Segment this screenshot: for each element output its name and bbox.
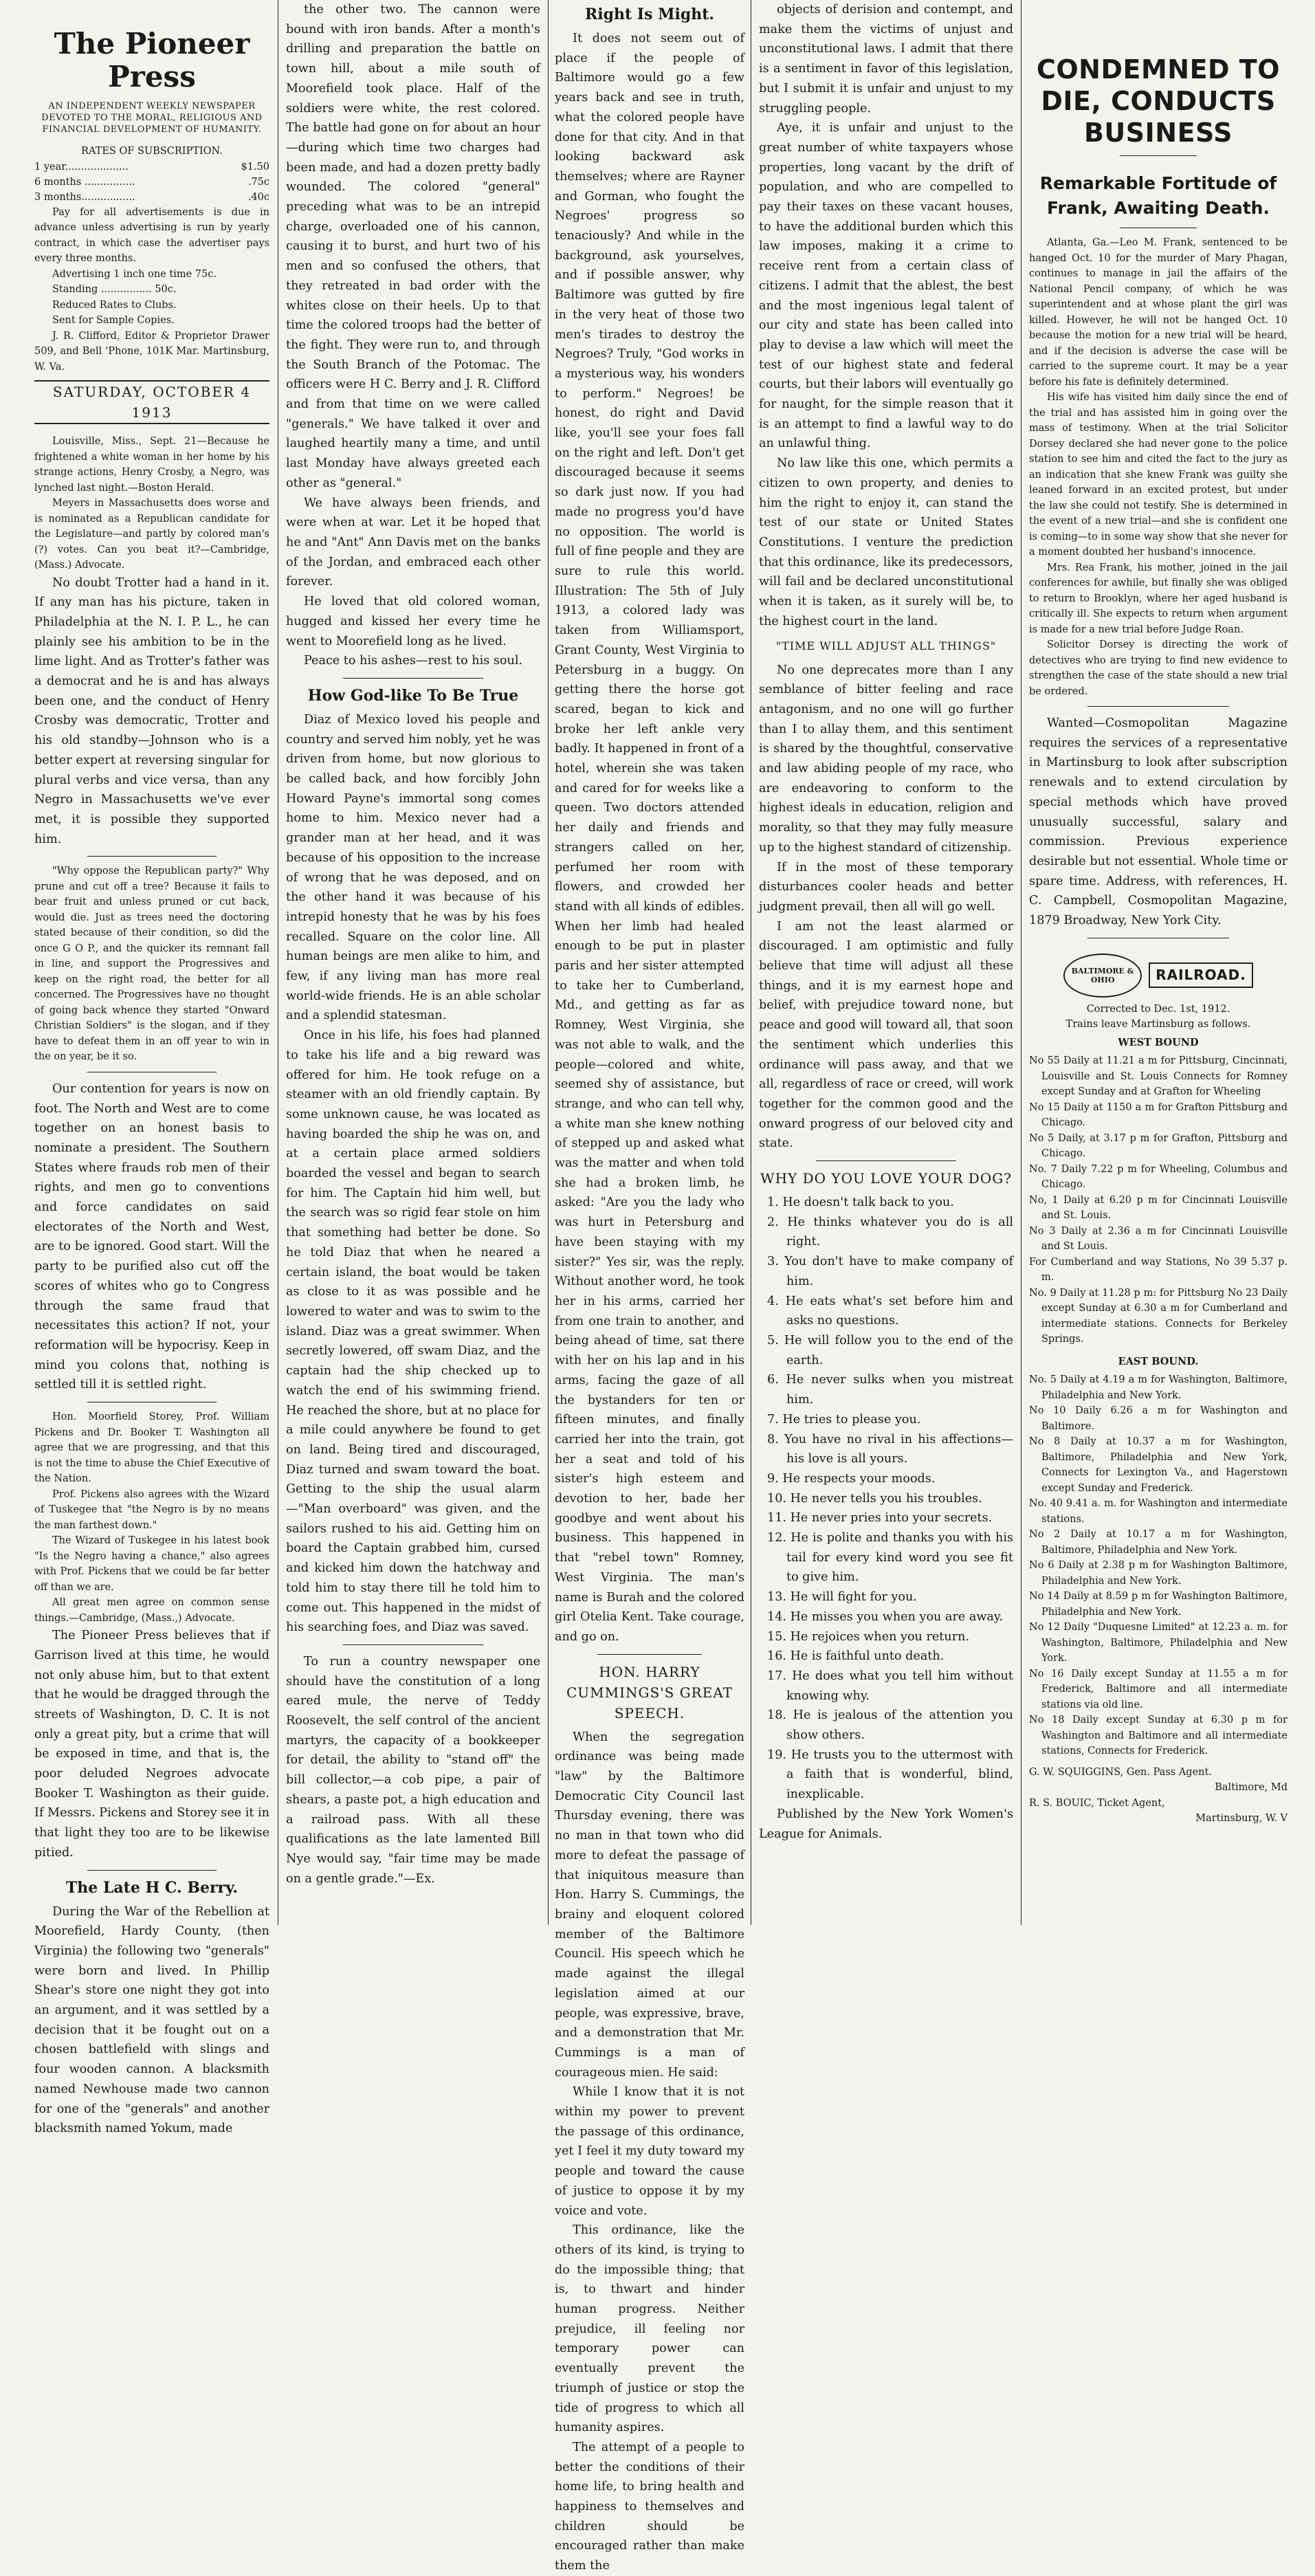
article-title-cummings: HON. HARRY CUMMINGS'S GREAT SPEECH.	[566, 1663, 733, 1721]
schedule-entry: No 3 Daily at 2.36 a m for Cincinnati Louisville and St Louis.	[1029, 1225, 1288, 1253]
article-paragraph: To run a country newspaper one should have the constitution of a long eared mule, the nerve of Teddy Roosevelt, the self control of the ancient martyrs, the capacity of a bookkeeper for detail, the ability to "stand off" the bill collector,—a cob pipe, a pair of shears, a paste pot, a high education and a railroad pass. With all these qualifications as the late lamented Bill Nye would say, "fair time may be made on a gentle grade."—Ex.	[286, 1654, 540, 1886]
rate-label: 6 months ................	[34, 176, 135, 188]
article-paragraph: Mrs. Rea Frank, his mother, joined in the jail conferences for awhile, but finally she was obliged to return to Brooklyn, where her aged husband is critically ill. She expects to return when argument is made for a new trial before Judge Roan.	[1029, 562, 1288, 635]
headline-deck: Remarkable Fortitude of Frank, Awaiting Death.	[1039, 173, 1277, 218]
article-paragraph: During the War of the Rebellion at Moorefield, Hardy County, (then Virginia) the following two "generals" were born and lived. In Phillip Shear's store one night they got into an argument, and it was settled by a decision that it be fought out on a chosen battlefield with slings and four wooden cannon. A blacksmith named Newhouse made two cannon for one of the "generals" and another blacksmith named Yokum, made	[34, 1904, 269, 2136]
separator	[816, 1160, 956, 1161]
article-paragraph: The attempt of a people to better the conditions of their home life, to bring health and happiness to themselves and children should be encouraged rather than make them the	[555, 2440, 744, 2573]
list-item: 7. He tries to please you.	[767, 1412, 921, 1427]
railroad-leave: Trains leave Martinsburg as follows.	[1065, 1019, 1251, 1031]
list-item: 18. He is jealous of the attention you show others.	[767, 1708, 1013, 1743]
column-3	[549, 0, 750, 2573]
news-item: Louisville, Miss., Sept. 21—Because he frightened a white woman in her home by his strange actions, Henry Crosby, a Negro, was lynched last night.—Boston Herald.	[34, 436, 269, 494]
list-item: 1. He doesn't talk back to you.	[767, 1196, 954, 1210]
article-title-berry: The Late H C. Berry.	[65, 1878, 239, 1897]
schedule-entry: No 16 Daily except Sunday at 11.55 a m for Frederick, Baltimore and all intermediate stations via old line.	[1029, 1668, 1288, 1710]
schedule-entry: No 55 Daily at 11.21 a m for Pittsburg, Cincinnati, Louisville and St. Louis Connects for Romney except Sunday and at Grafton for Wheeling	[1029, 1055, 1288, 1098]
article-paragraph: Aye, it is unfair and unjust to the great number of white taxpayers whose properties, long vacant by the drift of population, and who are compelled to pay their taxes on these vacant houses, to have the additional burden which this law imposes, making it a crime to receive rent from a certain class of citizens. I admit that the ablest, the best and the most ingenious legal talent of our city and state has been called into play to devise a law which will meet the test of our highest state and federal courts, but their labors will eventually go for naught, for the simple reason that it is an attempt to find a lawful way to do an unlawful thing.	[759, 121, 1013, 451]
list-item: 3. You don't have to make company of him.	[767, 1255, 1013, 1288]
column-rule	[548, 0, 549, 1925]
list-item: 8. You have no rival in his affections—his love is all yours.	[767, 1432, 1013, 1466]
list-item: 16. He is faithful unto death.	[767, 1649, 944, 1664]
rate-value: .40c	[247, 191, 269, 203]
railroad-corrected: Corrected to Dec. 1st, 1912.	[1086, 1003, 1230, 1015]
signature-location: Baltimore, Md	[1215, 1782, 1288, 1794]
notice: Sent for Sample Copies.	[52, 315, 175, 326]
publisher-notices	[34, 205, 269, 375]
signature-location: Martinsburg, W. V	[1195, 1813, 1288, 1825]
schedule-entry: No, 1 Daily at 6.20 p m for Cincinnati Louisville and St. Louis.	[1029, 1194, 1288, 1222]
rates-title: RATES OF SUBSCRIPTION.	[81, 146, 223, 157]
article-paragraph: No one deprecates more than I any semblance of bitter feeling and race antagonism, and no one will go further than I to allay them, and this sentiment is shared by the thoughtful, conservative and law abiding people of my race, who are endeavoring to conform to the highest ideals in education, religion and morality, so that they may fully measure up to the highest standard of citizenship.	[759, 663, 1013, 855]
list-item: 6. He never sulks when you mistreat him.	[767, 1373, 1013, 1407]
separator	[1087, 706, 1230, 707]
column-5	[1022, 0, 1294, 1925]
separator	[343, 678, 483, 679]
issue-date: SATURDAY, OCTOBER 4 1913	[34, 380, 269, 424]
rate-row	[34, 190, 269, 205]
east-schedule	[1029, 1372, 1288, 1759]
masthead: The Pioneer Press	[54, 27, 250, 93]
list-item: 4. He eats what's set before him and asks no questions.	[767, 1294, 1013, 1328]
rates-table	[34, 159, 269, 205]
west-bound-title: WEST BOUND	[1118, 1036, 1199, 1048]
article-paragraph: When the segregation ordinance was being made "law" by the Baltimore Democratic City Council last Thursday evening, there was no man in that town who did more to defeat the passage of that iniquitous measure than Hon. Harry S. Cummings, the brainy and eloquent colored member of the Baltimore Council. His speech which he made against the illegal legislation aimed at our people, was expressive, brave, and a demonstration that Mr. Cummings is a man of courageous mien. He said:	[555, 1730, 744, 2080]
article-paragraph: It does not seem out of place if the people of Baltimore would go a few years back and see in truth, what the colored people have done for that city. And in that looking backward ask themselves; where are Rayner and Gorman, who fought the Negroes' progress so tenaciously? And while in the background, ask yourselves, and if possible answer, why Baltimore was gutted by fire in the very heat of those two men's tirades to destroy the Negroes? Truly, "God works in a mysterious way, his wonders to perform." Negroes! be honest, do right and David like, you'll see your foes fall on the right and left. Don't get discouraged because it seems so dark just now. If you had made no progress you'd have no opposition. The world is full of fine people and they are sure to rule this world. Illustration: The 5th of July 1913, a colored lady was taken from Williamsport, Grant County, West Virginia to Petersburg in a buggy. On getting there the horse got scared, began to kick and broke her left ankle very badly. It happened in front of a hotel, wherein she was taken and cared for for weeks like a queen. Two doctors attended her daily and friends and strangers called on her, perfumed her room with flowers, and crowded her stand with all kinds of edibles. When her limb had healed enough to be put in plaster paris and her sister attempted to take her to Cumberland, Md., and getting as far as Romney, West Virginia, she was not able to walk, and the people—colored and white, seemed shy of assistance, but strange, and who can tell why, a white man she knew nothing of stepped up and asked what was the matter and when told she had a broken limb, he asked: "Are you the lady who was hurt in Petersburg and have been staying with my sister?" Yes sir, was the reply. Without another word, he took her in his arms, carried her from one train to another, and being ahead of time, sat there with her on his lap and in his arms, facing the gaze of all the bystanders for ten or fifteen minutes, and finally carried her into the train, got her a seat and told of his sister's high esteem and devotion to her, bade her goodbye and went about his business. This happened in that "rebel town" Romney, West Virginia. The man's name is Burah and the colored girl Otelia Kent. Take courage, and go on.	[555, 32, 744, 1644]
notice: Standing ................ 50c.	[52, 284, 177, 295]
separator	[1120, 155, 1197, 156]
article-paragraph: His wife has visited him daily since the end of the trial and has assisted him in going over the mass of testimony. When at the trial Solicitor Dorsey declared she had never gone to the police station to see him and cited the fact to the jury as an indication that she knew Frank was guilty she leaned forward in an excited protest, but under the law she could not testify. She is determined in the event of a new trial—and she is confident one is coming—to in some way show that she never for a moment doubted her husband's innocence.	[1029, 392, 1288, 558]
schedule-entry: No 8 Daily at 10.37 a m for Washington, Baltimore, Philadelphia and New York, Connects for Lexington Va., and Hagerstown except Sunday and Frederick.	[1029, 1436, 1288, 1494]
news-item: Hon. Moorfield Storey, Prof. William Pickens and Dr. Booker T. Washington all agree that we are progressing, and that this is not the time to abuse the Chief Executive of the Nation.	[34, 1411, 269, 1485]
list-item: 12. He is polite and thanks you with his tail for every kind word you see fit to give him.	[767, 1531, 1013, 1585]
notice: J. R. Clifford, Editor & Proprietor Drawer 509, and Bell 'Phone, 101K Mar. Martinsburg, W. Va.	[34, 330, 269, 373]
notice: Reduced Rates to Clubs.	[52, 299, 177, 311]
separator	[597, 1654, 702, 1655]
notice: Advertising 1 inch one time 75c.	[52, 268, 217, 280]
schedule-entry: No. 5 Daily at 4.19 a m for Washington, Baltimore, Philadelphia and New York.	[1029, 1374, 1288, 1401]
editorial-paragraph: "Why oppose the Republican party?" Why prune and cut off a tree? Because it fails to bear fruit and unless pruned or cut back, would die. Just as trees need the doctoring stated because of their condition, so did the once G O P., and the quicker its remnant fall in line, and support the Progressives and keep on the right road, the better for all concerned. The Progressives have no thought of going back whence they started "Onward Christian Soldiers" is the slogan, and if they have to defeat them in an off year to win in the on year, be it so.	[34, 866, 269, 1063]
editorial-paragraph: Our contention for years is now on foot. The North and West are to come together on an honest basis to nominate a president. The Southern States where frauds rob men of their rights, and men go to conventions and force candidates on said electorates of the North and West, are to be ignored. Good start. Will the party to be purified also cut off the scores of whites who go to Congress through the same fraud that necessitates this action? If not, your reformation will be hypocrisy. Keep in mind you colons that, nothing is settled till it is settled right.	[34, 1081, 269, 1392]
article-title-dog: WHY DO YOU LOVE YOUR DOG?	[760, 1170, 1012, 1187]
editorial-paragraph: No doubt Trotter had a hand in it. If any man has his picture, taken in Philadelphia at the N. I. P. L., he can plainly see his ambition to be in the lime light. And as Trotter's father was a democrat and he is and has always been one, and the conduct of Henry Crosby was democratic, Trotter and his old standby—Johnson who is a better expert at reversing singular for plural verbs and vice versa, than any Negro in Massachusetts we've ever met, it is possible they supported him.	[34, 575, 269, 846]
list-item: 5. He will follow you to the end of the earth.	[767, 1334, 1013, 1367]
list-item: 14. He misses you when you are away.	[767, 1609, 1004, 1624]
list-item: 13. He will fight for you.	[767, 1590, 918, 1605]
dog-list	[759, 1193, 1013, 1805]
signature-passenger-agent: G. W. SQUIGGINS, Gen. Pass Agent.	[1029, 1766, 1212, 1778]
article-title-diaz: How God-like To Be True	[307, 686, 519, 705]
editorial-paragraph: The Pioneer Press believes that if Garrison lived at this time, he would not only abuse him, but to that extent that he would be dragged through the streets of Washington, D. C. It is not only a great pity, but a crime that will be exposed in time, and that is, the poor deluded Negroes advocate Booker T. Washington as their guide. If Messrs. Pickens and Storey see it in that light they too are to be likewise pitied.	[34, 1629, 269, 1860]
rate-row	[34, 159, 269, 175]
article-paragraph: This ordinance, like the others of its kind, is trying to do the impossible thing; that is, to thwart and hinder human progress. Neither prejudice, ill feeling nor temporary power can eventually prevent the triumph of justice or stop the tide of progress to which all humanity aspires.	[555, 2223, 744, 2435]
wanted-ad: Wanted—Cosmopolitan Magazine requires the services of a representative in Martinsburg to look after subscription renewals and to extend circulation by special methods which have proved unusually successful, salary and commission. Previous experience desirable but not essential. Whole time or spare time. Address, with references, H. C. Campbell, Cosmopolitan Magazine, 1879 Broadway, New York City.	[1029, 716, 1288, 928]
separator	[343, 1644, 483, 1645]
article-paragraph: Diaz of Mexico loved his people and country and served him nobly, yet he was driven from home, but now glorious to be called back, and how forcibly John Howard Payne's immortal song comes home to him. Mexico never had a grander man at her head, and it was because of his opposition to the increase of wrong that he was deposed, and on the other hand it was because of his intrepid honesty that he was by his foes recalled. Square on the color line. All human beings are men alike to him, and few, if any living man has more real world-wide friends. He is an able scholar and a splendid statesman.	[286, 712, 540, 1023]
schedule-entry: No 5 Daily, at 3.17 p m for Grafton, Pittsburg and Chicago.	[1029, 1132, 1288, 1160]
list-item: 2. He thinks whatever you do is all right.	[767, 1215, 1013, 1249]
separator	[87, 1870, 217, 1871]
news-item: The Wizard of Tuskegee in his latest book "Is the Negro having a chance," also agrees with Prof. Pickens that we could be far better off than we are.	[34, 1535, 269, 1593]
article-paragraph: He loved that old colored woman, hugged and kissed her every time he went to Moorefield long as he lived.	[286, 595, 540, 648]
news-item: Meyers in Massachusetts does worse and is nominated as a Republican candidate for the Legislature—and partly by colored man's (?) votes. Can you beat it?—Cambridge, (Mass.) Advocate.	[34, 498, 269, 571]
list-item: 19. He trusts you to the uttermost with a faith that is wonderful, blind, inexplicable.	[767, 1748, 1013, 1802]
list-item: 10. He never tells you his troubles.	[767, 1491, 982, 1506]
schedule-entry: No 15 Daily at 1150 a m for Grafton Pittsburg and Chicago.	[1029, 1101, 1288, 1129]
schedule-entry: No. 40 9.41 a. m. for Washington and intermediate stations.	[1029, 1498, 1288, 1525]
headline-condemned: CONDEMNED TO DIE, CONDUCTS BUSINESS	[1036, 54, 1281, 148]
schedule-entry: No 18 Daily except Sunday at 6.30 p m for Washington and Baltimore and all intermediate stations, Connects for Frederick.	[1029, 1715, 1288, 1757]
article-paragraph: objects of derision and contempt, and make them the victims of unjust and unconstitutional laws. I admit that there is a sentiment in favor of this legislation, but I submit it is unfair and unjust to my struggling people.	[759, 3, 1013, 115]
article-paragraph: No law like this one, which permits a citizen to own property, and denies to him the right to enjoy it, can stand the test of our state or United States Constitutions. I venture the prediction that this ordinance, like its predecessors, will fail and be declared unconstitutional when it is taken, as it surely will be, to the highest court in the land.	[759, 456, 1013, 628]
article-paragraph: Atlanta, Ga.—Leo M. Frank, sentenced to be hanged Oct. 10 for the murder of Mary Phagan, continues to manage in jail the affairs of the National Pencil company, of which he was superintendent and at whose plant the girl was killed. However, he will not be hanged Oct. 10 because the motion for a new trial will be heard, and if the decision is adverse the case will be carried to the supreme court. It may be a year before his fate is definitely determined.	[1029, 237, 1288, 388]
schedule-entry: No. 9 Daily at 11.28 p m: for Pittsburg No 23 Daily except Sunday at 6.30 a m for Cumberland and intermediate stations. Connects for Berkeley Springs.	[1029, 1287, 1288, 1345]
schedule-entry: No 2 Daily at 10.17 a m for Washington, Baltimore, Philadelphia and New York.	[1029, 1529, 1288, 1556]
masthead-tagline: AN INDEPENDENT WEEKLY NEWSPAPER DEVOTED TO THE MORAL, RELIGIOUS AND FINANCIAL DEVELOPMENT OF HUMANITY.	[41, 101, 263, 135]
news-item: All great men agree on common sense things.—Cambridge, (Mass.,) Advocate.	[34, 1597, 269, 1624]
article-title-right-is-might: Right Is Might.	[584, 5, 715, 23]
schedule-entry: For Cumberland and way Stations, No 39 5.37 p. m.	[1029, 1256, 1288, 1284]
notice: Pay for all advertisements is due in advance unless advertising is run by yearly contract, in which case the advertiser pays every three months.	[34, 206, 269, 264]
rate-row	[34, 175, 269, 190]
railroad-wordmark: RAILROAD.	[1149, 962, 1253, 988]
list-item: 9. He respects your moods.	[767, 1471, 936, 1486]
rate-label: 3 months.................	[34, 191, 135, 203]
list-item: 11. He never pries into your secrets.	[767, 1511, 993, 1526]
schedule-entry: No 12 Daily "Duquesne Limited" at 12.23 a. m. for Washington, Baltimore, Philadelphia and New York.	[1029, 1622, 1288, 1664]
article-paragraph: the other two. The cannon were bound with iron bands. After a month's drilling and preparation the battle on town hill, about a mile south of Moorefield took place. Half of the soldiers were white, the rest colored. The battle had gone on for about an hour—during which time two charges had been made, and had a dozen pretty badly wounded. The colored "general" preceding what was to be an intrepid charge, overloaded one of his cannon, causing it to burst, and hurt two of his men and so confused the others, that they retreated in bad order with the whites close on their heels. Up to that time the colored troops had the better of the fight. They were run to, and through the South Branch of the Potomac. The officers were H C. Berry and J. R. Clifford and from that time on we were called "generals." We have talked it over and laughed heartily many a time, and until last Monday have always greeted each other as "general."	[286, 3, 541, 490]
column-2	[279, 0, 547, 1925]
article-paragraph: I am not the least alarmed or discouraged. I am optimistic and fully believe that time will adjust all these things, and it is my earnest hope and belief, with prejudice toward none, but peace and good will toward all, that soon the sentiment which underlies this ordinance will pass away, and that we all, regardless of race or creed, will work together for the common good and the onward progress of our beloved city and state.	[759, 919, 1013, 1151]
schedule-entry: No 6 Daily at 2.38 p m for Washington Baltimore, Philadelphia and New York.	[1029, 1560, 1288, 1587]
column-4	[752, 0, 1020, 1925]
schedule-entry: No. 7 Daily 7.22 p m for Wheeling, Columbus and Chicago.	[1029, 1163, 1288, 1191]
list-item: 17. He does what you tell him without knowing why.	[767, 1669, 1013, 1703]
rate-value: .75c	[247, 176, 269, 188]
article-paragraph: Peace to his ashes—rest to his soul.	[304, 654, 523, 668]
schedule-entry: No 10 Daily 6.26 a m for Washington and Baltimore.	[1029, 1405, 1288, 1432]
signature-ticket-agent: R. S. BOUIC, Ticket Agent,	[1029, 1797, 1165, 1809]
subheading: "TIME WILL ADJUST ALL THINGS"	[775, 639, 997, 652]
east-bound-title: EAST BOUND.	[1118, 1355, 1199, 1367]
article-paragraph: Solicitor Dorsey is directing the work of detectives who are trying to find new evidence to strengthen the case of the state should a new trial be ordered.	[1029, 639, 1288, 697]
article-paragraph: Once in his life, his foes had planned to take his life and a big reward was offered for him. He took refuge on a steamer with an old friendly captain. By some unknown cause, he was located as having boarded the ship he was on, and at a certain place armed soldiers boarded the vessel and began to search for him. The Captain hid him well, but the search was so rigid fear stole on him that something had better be done. So he told Diaz that when he neared a certain island, the boat would be taken as close to it as was possible and he lowered to water and was to swim to the island. Diaz was a great swimmer. When secretly lowered, off swam Diaz, and the captain had the ship checked up to watch the end of his swimming friend. He reached the shore, but at no place for a mile could anywhere be found to get on land. Being tired and discouraged, Diaz turned and swam toward the boat. Getting to the ship the usual alarm—"Man overboard" was given, and the sailors rushed to his aid. Getting him on board the Captain grabbed him, cursed and kicked him down the hatchway and told him to stay there till he told him to come out. This happened in the midst of his searching foes, and Diaz was saved.	[286, 1028, 540, 1635]
separator	[87, 856, 217, 857]
west-schedule	[1029, 1053, 1288, 1347]
rate-label: 1 year....................	[34, 161, 129, 173]
article-paragraph: If in the most of these temporary disturbances cooler heads and better judgment prevail, then all will go well.	[759, 860, 1013, 914]
schedule-entry: No 14 Daily at 8.59 p m for Washington Baltimore, Philadelphia and New York.	[1029, 1591, 1288, 1618]
dog-credit: Published by the New York Women's League for Animals.	[759, 1807, 1013, 1841]
column-1	[27, 0, 276, 2136]
article-paragraph: While I know that it is not within my power to prevent the passage of this ordinance, yet I feel it my duty toward my people and toward the cause of justice to oppose it by my voice and vote.	[555, 2085, 744, 2218]
railroad-logo	[1029, 954, 1288, 998]
news-item: Prof. Pickens also agrees with the Wizard of Tuskegee that "the Negro is by no means the man farthest down."	[34, 1488, 269, 1531]
rate-value: $1.50	[241, 161, 269, 173]
railroad-badge: BALTIMORE & OHIO	[1063, 954, 1142, 998]
article-paragraph: We have always been friends, and were when at war. Let it be hoped that he and "Ant" Ann Davis met on the banks of the Jordan, and embraced each other forever.	[286, 496, 540, 589]
list-item: 15. He rejoices when you return.	[767, 1629, 970, 1644]
